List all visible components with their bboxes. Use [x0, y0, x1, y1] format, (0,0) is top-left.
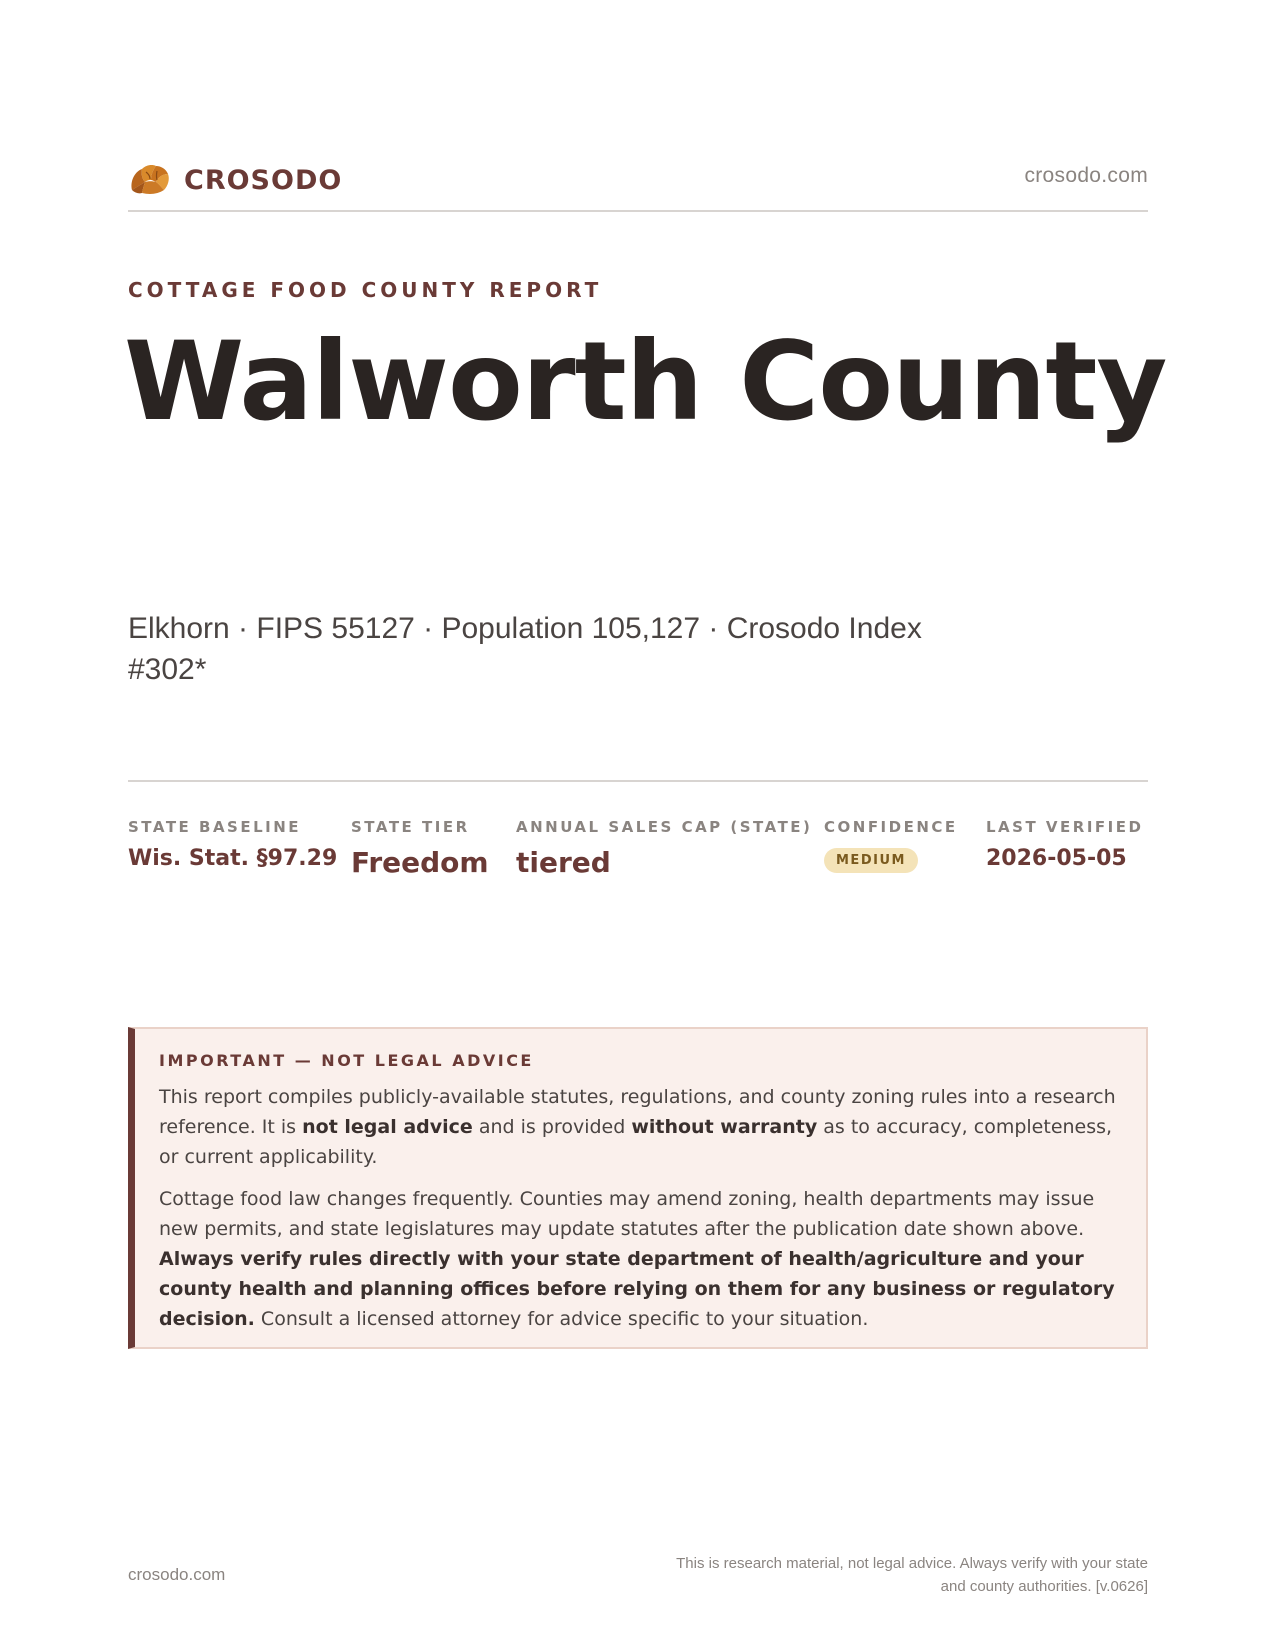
fact-label: CONFIDENCE — [824, 818, 958, 836]
fact-confidence — [824, 818, 958, 873]
disclaimer-text: and is provided — [472, 1116, 632, 1138]
fact-label: STATE TIER — [351, 818, 470, 836]
disclaimer-paragraph-2 — [159, 1184, 1120, 1334]
footer-disclaimer-line: This is research material, not legal advice. Always verify with your state — [676, 1555, 1148, 1572]
disclaimer-text: This report compiles publicly-available statutes, regulations, and county zoning rules into a research reference. It is — [159, 1086, 1116, 1138]
disclaimer-emphasis: without warranty — [631, 1116, 818, 1138]
fact-value: tiered — [516, 846, 611, 879]
county-subtitle: Elkhorn · FIPS 55127 · Population 105,127 · Crosodo Index #302* — [128, 612, 922, 686]
disclaimer-paragraph-1 — [159, 1082, 1120, 1172]
disclaimer-text: Cottage food law changes frequently. Counties may amend zoning, health departments may issue new permits, and state legislatures may update statutes after the publication date shown above. — [159, 1188, 1095, 1240]
fact-state-tier — [351, 818, 489, 879]
fact-value: 2026-05-05 — [986, 846, 1127, 871]
facts-row — [128, 780, 1148, 912]
fact-label: ANNUAL SALES CAP (STATE) — [516, 818, 813, 836]
report-eyebrow: COTTAGE FOOD COUNTY REPORT — [128, 278, 603, 302]
legal-disclaimer — [128, 1027, 1148, 1349]
footer-site-link[interactable]: crosodo.com — [128, 1565, 226, 1584]
footer-disclaimer — [608, 1552, 1148, 1598]
footer-disclaimer-line: and county authorities. [v.0626] — [940, 1578, 1148, 1595]
county-title: Walworth County — [124, 318, 1167, 445]
report-page — [124, 0, 1167, 1650]
croissant-icon — [128, 160, 170, 200]
fact-label: LAST VERIFIED — [986, 818, 1144, 836]
disclaimer-text: Consult a licensed attorney for advice specific to your situation. — [254, 1308, 869, 1330]
disclaimer-text: as to accuracy, completeness, or current applicability. — [159, 1116, 1113, 1168]
brand[interactable] — [128, 160, 342, 200]
confidence-badge: MEDIUM — [824, 848, 918, 873]
disclaimer-emphasis: Always verify rules directly with your state department of health/agriculture and your county health and planning offices before relying on them for any business or regulatory decision. — [159, 1248, 1115, 1330]
fact-value: Freedom — [351, 846, 489, 879]
fact-label: STATE BASELINE — [128, 818, 302, 836]
disclaimer-emphasis: not legal advice — [302, 1116, 473, 1138]
fact-value: Wis. Stat. §97.29 — [128, 846, 338, 871]
site-link[interactable]: crosodo.com — [1024, 164, 1148, 187]
disclaimer-heading: IMPORTANT — NOT LEGAL ADVICE — [159, 1051, 534, 1070]
brand-name: CROSODO — [184, 164, 343, 196]
fact-last-verified — [986, 818, 1143, 871]
fact-state-baseline — [128, 818, 337, 871]
page-header — [128, 158, 1148, 212]
fact-annual-sales-cap — [516, 818, 812, 879]
